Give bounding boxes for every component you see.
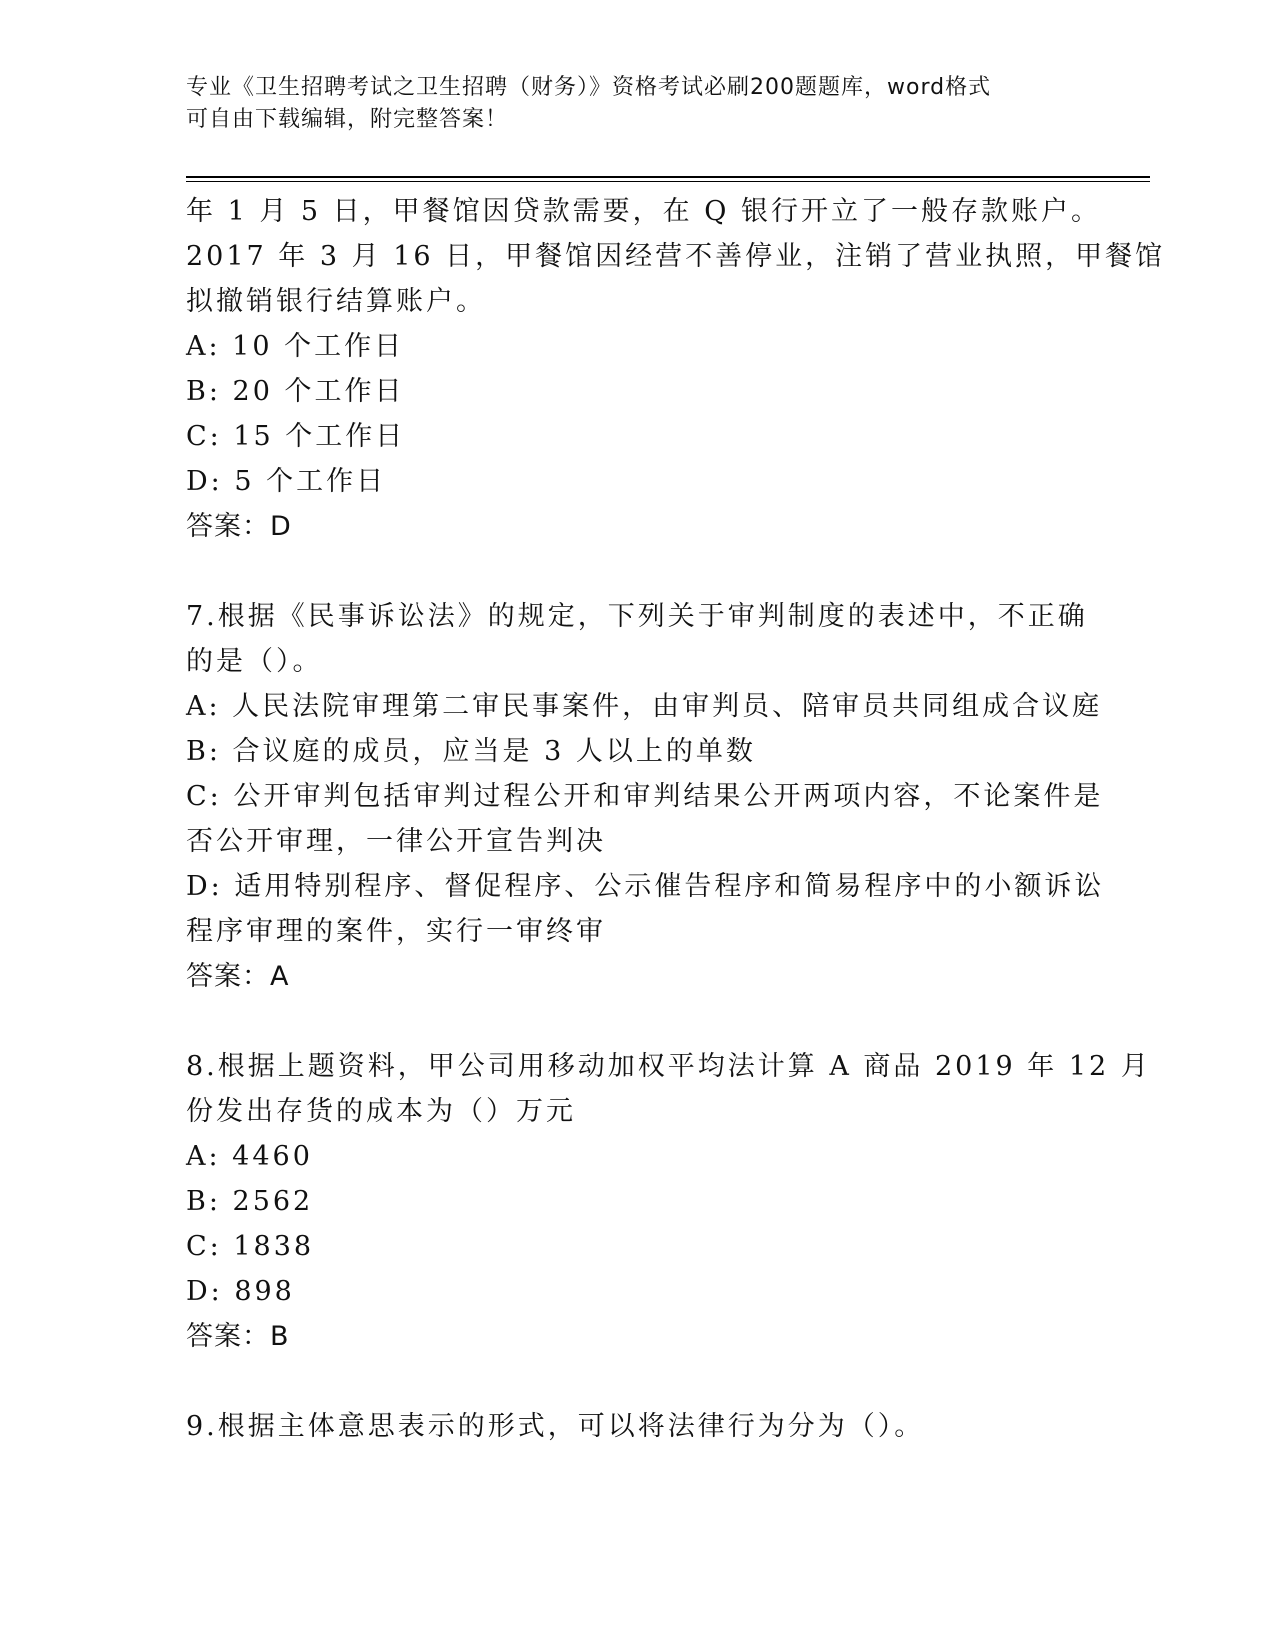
document-body (186, 189, 1166, 1449)
spacer (186, 999, 1086, 1044)
spacer (186, 1359, 1086, 1404)
spacer (186, 549, 1086, 594)
option-a: A: 4460 (186, 1141, 313, 1172)
question-text-line: 9.根据主体意思表示的形式，可以将法律行为分为（）。 (186, 1411, 925, 1442)
question-6 (186, 189, 1166, 549)
question-7 (186, 594, 1105, 999)
question-9 (186, 1404, 1086, 1449)
page-header (186, 72, 1086, 136)
option-b: B: 2562 (186, 1186, 314, 1217)
option-c: C: 公开审判包括审判过程公开和审判结果公开两项内容，不论案件是 (186, 781, 1104, 812)
question-text-line: 7.根据《民事诉讼法》的规定，下列关于审判制度的表述中，不正确 (186, 601, 1088, 632)
option-d-continued: 程序审理的案件，实行一审终审 (186, 916, 606, 947)
answer-label: 答案：A (186, 961, 290, 992)
header-line-1: 专业《卫生招聘考试之卫生招聘（财务）》资格考试必刷200题题库，word格式 (186, 75, 992, 100)
option-b: B: 合议庭的成员，应当是 3 人以上的单数 (186, 736, 756, 767)
option-c: C: 1838 (186, 1231, 315, 1262)
option-d: D: 898 (186, 1276, 295, 1307)
header-rule-thick (186, 176, 1150, 178)
option-d: D: 5 个工作日 (186, 466, 387, 497)
answer-label: 答案：B (186, 1321, 290, 1352)
option-a: A: 人民法院审理第二审民事案件，由审判员、陪审员共同组成合议庭 (186, 691, 1103, 722)
question-text-line: 拟撤销银行结算账户。 (186, 286, 486, 317)
question-text-line: 年 1 月 5 日，甲餐馆因贷款需要，在 Q 银行开立了一般存款账户。 (186, 196, 1101, 227)
option-c-continued: 否公开审理，一律公开宣告判决 (186, 826, 606, 857)
header-rule-thin (186, 181, 1150, 182)
option-b: B: 20 个工作日 (186, 376, 405, 407)
question-8 (186, 1044, 1151, 1359)
option-c: C: 15 个工作日 (186, 421, 406, 452)
option-d: D: 适用特别程序、督促程序、公示催告程序和简易程序中的小额诉讼 (186, 871, 1105, 902)
question-text-line: 的是（）。 (186, 646, 323, 677)
header-line-2: 可自由下载编辑，附完整答案！ (186, 107, 509, 132)
answer-label: 答案：D (186, 511, 292, 542)
question-text-line: 2017 年 3 月 16 日，甲餐馆因经营不善停业，注销了营业执照，甲餐馆 (186, 241, 1166, 272)
question-text-line: 份发出存货的成本为（）万元 (186, 1096, 576, 1127)
option-a: A: 10 个工作日 (186, 331, 405, 362)
question-text-line: 8.根据上题资料，甲公司用移动加权平均法计算 A 商品 2019 年 12 月 (186, 1051, 1151, 1082)
